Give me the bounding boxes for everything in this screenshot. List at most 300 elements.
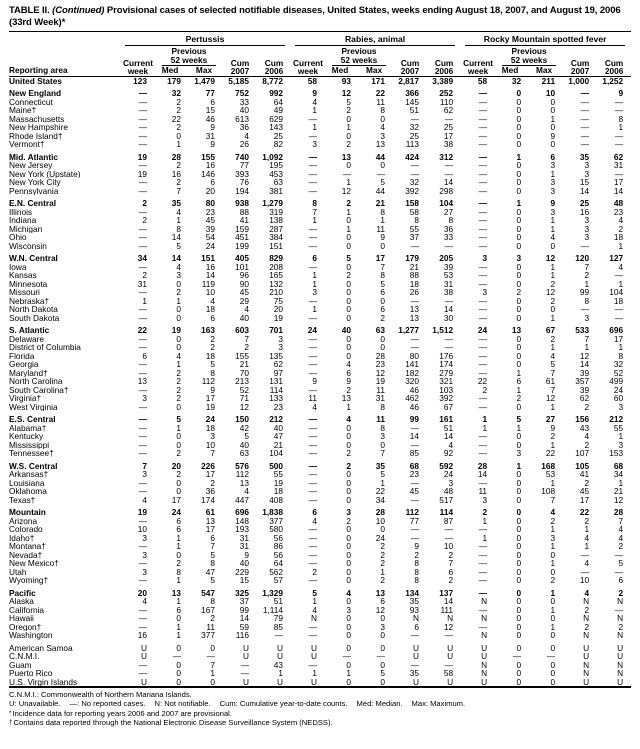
value-cell: 499 [609, 377, 624, 386]
value-cell: 0 [346, 559, 352, 568]
table-row [9, 614, 631, 623]
value-cell: 76 [239, 178, 249, 187]
value-cell: 151 [201, 253, 215, 263]
value-cell: 18 [613, 296, 624, 306]
value-cell: 0 [210, 642, 215, 653]
value-cell: 7 [380, 262, 386, 272]
value-cell: 2 [482, 385, 488, 395]
value-cell: 23 [613, 207, 624, 217]
reporting-area-cell: Arizona [9, 516, 38, 526]
table-row [9, 280, 631, 289]
value-cell: — [614, 313, 624, 323]
value-cell: 31 [239, 542, 249, 551]
reporting-area-cell: Washington [9, 631, 53, 640]
value-cell: 61 [545, 377, 556, 386]
value-cell: 0 [516, 402, 522, 412]
value-cell: 377 [201, 631, 215, 640]
value-cell: — [138, 542, 147, 551]
col-header-max: Max [365, 65, 383, 76]
reporting-area-cell: Delaware [9, 334, 45, 344]
value-cell: 5 [210, 576, 215, 585]
table-header [9, 32, 631, 77]
value-cell: 16 [579, 207, 590, 217]
value-cell: — [614, 550, 624, 560]
value-cell: 2 [346, 140, 352, 149]
value-cell: 0 [346, 161, 352, 170]
table-row [9, 597, 631, 606]
value-cell: N [617, 631, 624, 640]
value-cell: 9 [414, 542, 420, 551]
value-cell: 5 [516, 414, 522, 424]
value-cell: 0 [346, 470, 352, 479]
value-cell: 1 [176, 631, 181, 640]
value-cell: 1 [550, 216, 556, 225]
value-cell: 2 [176, 288, 181, 297]
value-cell: 37 [409, 233, 420, 242]
value-cell: N [617, 669, 624, 678]
value-cell: 14 [443, 305, 454, 314]
value-cell: 2 [550, 432, 556, 441]
value-cell: 8 [380, 402, 386, 412]
value-cell: 3 [584, 169, 590, 179]
value-cell: 0 [176, 313, 181, 323]
value-cell: — [580, 305, 590, 314]
reporting-area-cell: New Jersey [9, 161, 53, 170]
value-cell: 5 [176, 414, 181, 424]
table-body [9, 76, 631, 687]
value-cell: 80 [409, 351, 420, 361]
value-cell: 1 [312, 279, 318, 289]
value-cell: — [308, 631, 318, 640]
table-row [9, 123, 631, 132]
value-cell: 1 [584, 279, 590, 289]
value-cell: 7 [142, 460, 147, 471]
value-cell: 1 [550, 114, 556, 124]
value-cell: 0 [346, 576, 352, 585]
value-cell: — [444, 241, 454, 251]
value-cell: — [308, 487, 318, 496]
value-cell: 67 [443, 402, 454, 412]
value-cell: 103 [439, 385, 454, 395]
value-cell: 36 [443, 224, 454, 234]
value-cell: 0 [380, 660, 386, 670]
value-cell: 77 [409, 516, 420, 526]
value-cell: 0 [550, 614, 556, 623]
value-cell: 104 [609, 288, 624, 297]
value-cell: — [138, 487, 147, 496]
value-cell: 133 [269, 394, 284, 403]
value-cell: 1 [584, 525, 590, 534]
value-cell: 163 [201, 325, 215, 335]
reporting-area-cell: Colorado [9, 525, 43, 534]
value-cell: — [444, 296, 454, 306]
value-cell: — [138, 241, 147, 251]
value-cell: 0 [176, 487, 181, 496]
value-cell: 0 [346, 351, 352, 361]
value-cell: 3 [380, 432, 386, 441]
reporting-area-cell: S. Atlantic [9, 325, 50, 335]
value-cell: 0 [516, 587, 522, 598]
value-cell: — [478, 622, 488, 632]
value-cell: — [308, 343, 318, 352]
value-cell: 392 [439, 394, 454, 403]
value-cell: 752 [235, 88, 249, 98]
value-cell: 1 [482, 533, 488, 543]
value-cell: 0 [516, 533, 522, 543]
value-cell: — [138, 432, 147, 441]
value-cell: 0 [516, 97, 522, 107]
value-cell: 2 [550, 516, 556, 526]
value-cell: 3 [482, 253, 488, 263]
value-cell: 19 [273, 313, 284, 323]
value-cell: 2 [176, 385, 181, 395]
value-cell: 25 [579, 198, 590, 208]
value-cell: 4 [312, 605, 318, 615]
value-cell: 28 [171, 151, 181, 162]
value-cell: — [376, 652, 386, 661]
value-cell: — [274, 631, 284, 640]
value-cell: 15 [205, 106, 215, 115]
value-cell: 17 [443, 131, 454, 141]
value-cell: — [614, 131, 624, 141]
value-cell: 0 [346, 216, 352, 225]
reporting-area-cell: Wyoming† [9, 576, 49, 585]
reporting-area-cell: Kentucky [9, 432, 44, 441]
value-cell: 176 [439, 351, 454, 361]
value-cell: — [308, 576, 318, 585]
value-cell: — [138, 224, 147, 234]
table-title [9, 5, 631, 28]
value-cell: 7 [618, 516, 624, 526]
value-cell: 47 [273, 432, 284, 441]
value-cell: — [308, 360, 318, 369]
table-row [9, 568, 631, 577]
value-cell: 0 [516, 233, 522, 242]
value-cell: 4 [618, 525, 624, 534]
value-cell: 500 [269, 460, 284, 471]
reporting-area-cell: Maine† [9, 106, 37, 115]
value-cell: 19 [375, 377, 386, 386]
value-cell: U [141, 642, 147, 653]
value-cell: 2 [584, 440, 590, 450]
value-cell: 145 [405, 97, 420, 107]
value-cell: 38 [443, 140, 454, 149]
value-cell: 1 [176, 542, 181, 551]
value-cell: — [138, 233, 147, 242]
value-cell: 8 [618, 351, 624, 361]
table-row [9, 132, 631, 141]
value-cell: 0 [516, 106, 522, 115]
value-cell: — [138, 559, 147, 568]
value-cell: 0 [516, 216, 522, 225]
value-cell: — [478, 169, 488, 179]
value-cell: — [478, 207, 488, 217]
value-cell: — [308, 313, 318, 323]
value-cell: 11 [376, 414, 386, 424]
value-cell: 24 [477, 325, 488, 335]
value-cell: 12 [545, 394, 556, 403]
value-cell: — [138, 178, 147, 187]
value-cell: 0 [176, 334, 181, 344]
value-cell: 3 [312, 288, 318, 297]
value-cell: 2 [380, 576, 386, 585]
value-cell: 10 [375, 516, 386, 526]
value-cell: 2 [380, 559, 386, 568]
table-row [9, 250, 631, 263]
value-cell: 0 [516, 432, 522, 441]
value-cell: U [447, 642, 454, 653]
value-cell: — [478, 360, 488, 369]
value-cell: 1 [380, 216, 386, 225]
value-cell: 1 [176, 140, 181, 149]
value-cell: 0 [380, 525, 386, 534]
table-row [9, 216, 631, 225]
value-cell: 143 [269, 123, 284, 132]
value-cell: 1 [312, 106, 318, 115]
value-cell: — [308, 385, 318, 395]
value-cell: 2 [346, 449, 352, 458]
value-cell: — [512, 652, 522, 661]
value-cell: 11 [478, 487, 488, 496]
value-cell: U [277, 652, 284, 661]
value-cell: 5,185 [228, 76, 249, 86]
value-cell: 23 [273, 402, 284, 412]
value-cell: 46 [409, 402, 420, 412]
value-cell: — [308, 161, 318, 170]
value-cell: 580 [269, 525, 284, 534]
value-cell: 1 [312, 271, 318, 280]
value-cell: — [240, 660, 249, 670]
value-cell: 8 [414, 567, 420, 577]
value-cell: 15 [579, 178, 590, 187]
value-cell: 57 [273, 576, 284, 585]
value-cell: 20 [137, 587, 147, 598]
value-cell: 45 [239, 288, 249, 297]
value-cell: — [138, 440, 147, 450]
value-cell: 0 [516, 677, 522, 687]
value-cell: — [410, 343, 420, 352]
reporting-area-cell: Massachusetts [9, 114, 65, 124]
value-cell: 2 [176, 470, 181, 479]
value-cell: N [481, 597, 488, 606]
value-cell: 3 [550, 178, 556, 187]
value-cell: — [138, 288, 147, 297]
value-cell: 77 [205, 88, 215, 98]
reporting-area-cell: Ohio [9, 233, 27, 242]
value-cell: 28 [613, 507, 624, 517]
value-cell: 12 [443, 622, 454, 632]
value-cell: 0 [346, 495, 352, 505]
value-cell: 19 [205, 402, 215, 412]
value-cell: 17 [375, 253, 386, 263]
value-cell: 0 [346, 233, 352, 242]
value-cell: 8 [210, 368, 215, 378]
value-cell: — [478, 241, 488, 251]
value-cell: U [583, 652, 590, 661]
value-cell: U [481, 642, 488, 653]
value-cell: 7 [584, 262, 590, 272]
table-row [9, 496, 631, 505]
reporting-area-cell: Louisiana [9, 478, 45, 488]
value-cell: — [308, 151, 318, 162]
value-cell: — [206, 652, 215, 661]
value-cell: 199 [235, 241, 249, 251]
value-cell: 22 [579, 507, 590, 517]
value-cell: — [410, 169, 420, 179]
value-cell: 13 [137, 377, 147, 386]
value-cell: 38 [443, 288, 454, 297]
value-cell: — [478, 88, 488, 98]
value-cell: 1 [618, 123, 624, 132]
value-cell: 9 [618, 88, 624, 98]
value-cell: — [138, 334, 147, 344]
footnote-cnmi: C.N.M.I.: Commonwealth of Northern Mariana Islands. [9, 690, 192, 700]
value-cell: N [617, 614, 624, 623]
value-cell: U [311, 677, 318, 687]
value-cell: 104 [439, 198, 454, 208]
value-cell: 0 [380, 343, 386, 352]
value-cell: 1 [346, 207, 352, 217]
value-cell: 938 [235, 198, 249, 208]
value-cell: 150 [235, 414, 249, 424]
value-cell: 1 [618, 343, 624, 352]
value-cell: 93 [341, 76, 352, 86]
value-cell: 19 [273, 478, 284, 488]
value-cell: 17 [205, 394, 215, 403]
value-cell: — [444, 533, 454, 543]
value-cell: — [478, 271, 488, 280]
value-cell: 4 [346, 360, 352, 369]
value-cell: 14 [239, 614, 249, 623]
col-header-current-week: Current week [123, 57, 153, 77]
value-cell: 40 [273, 423, 284, 433]
value-cell: 6 [516, 377, 522, 386]
value-cell: 24 [443, 470, 454, 479]
value-cell: 0 [346, 334, 352, 344]
table-row [9, 178, 631, 187]
value-cell: 2 [618, 622, 624, 632]
value-cell: — [478, 334, 488, 344]
value-cell: 0 [346, 677, 352, 687]
table-row [9, 208, 631, 217]
reporting-area-cell: South Carolina† [9, 385, 69, 395]
value-cell: 28 [375, 507, 386, 517]
value-cell: 155 [235, 351, 249, 361]
value-cell: 2 [618, 587, 624, 598]
value-cell: 205 [439, 253, 454, 263]
value-cell: 0 [380, 677, 386, 687]
value-cell: 159 [235, 224, 249, 234]
value-cell: — [478, 233, 488, 242]
value-cell: — [138, 402, 147, 412]
table-row [9, 661, 631, 670]
value-cell: 547 [201, 587, 215, 598]
value-cell: 45 [409, 487, 420, 496]
value-cell: U [243, 642, 249, 653]
value-cell: — [138, 368, 147, 378]
value-cell: — [308, 368, 318, 378]
value-cell: 45 [205, 216, 215, 225]
value-cell: 0 [346, 440, 352, 450]
value-cell: 0 [516, 542, 522, 551]
value-cell: 86 [273, 542, 284, 551]
value-cell: 135 [269, 351, 284, 361]
value-cell: 279 [439, 368, 454, 378]
table-row [9, 424, 631, 433]
value-cell: 2 [380, 313, 386, 323]
reporting-area-cell: Hawaii [9, 614, 34, 623]
value-cell: 0 [516, 470, 522, 479]
value-cell: 35 [579, 151, 590, 162]
value-cell: 4 [618, 262, 624, 272]
value-cell: U [277, 642, 284, 653]
value-cell: 48 [443, 487, 454, 496]
value-cell: — [138, 414, 147, 424]
value-cell: 1 [550, 587, 556, 598]
value-cell: 0 [516, 478, 522, 488]
value-cell: 1,277 [398, 325, 420, 335]
value-cell: — [478, 559, 488, 568]
value-cell: 101 [235, 262, 249, 272]
value-cell: 4 [448, 440, 454, 450]
table-row [9, 585, 631, 598]
value-cell: 576 [235, 460, 249, 471]
value-cell: 320 [405, 377, 420, 386]
value-cell: 4 [346, 414, 352, 424]
value-cell: 1 [550, 478, 556, 488]
value-cell: 3 [448, 478, 454, 488]
value-cell: 31 [375, 394, 386, 403]
value-cell: 2 [550, 279, 556, 289]
value-cell: 2 [584, 622, 590, 632]
value-cell: — [138, 622, 147, 632]
value-cell: 88 [239, 207, 249, 217]
value-cell: 0 [516, 660, 522, 670]
value-cell: — [138, 385, 147, 395]
value-cell: — [580, 140, 590, 149]
value-cell: 2 [550, 576, 556, 585]
value-cell: — [580, 241, 590, 251]
value-cell: 3 [176, 271, 181, 280]
value-cell: — [308, 470, 318, 479]
value-cell: 0 [550, 597, 556, 606]
reporting-area-cell: North Dakota [9, 305, 58, 314]
value-cell: 8 [584, 296, 590, 306]
value-cell: 1 [176, 216, 181, 225]
reporting-area-cell: Montana† [9, 542, 46, 551]
value-cell: 44 [375, 186, 386, 196]
value-cell: — [580, 567, 590, 577]
value-cell: — [410, 533, 420, 543]
table-row [9, 487, 631, 496]
value-cell: 0 [516, 622, 522, 632]
table-row [9, 195, 631, 208]
value-cell: 11 [376, 385, 386, 395]
reporting-area-cell: C.N.M.I. [9, 652, 40, 661]
value-cell: 13 [409, 305, 420, 314]
value-cell: 0 [550, 567, 556, 577]
value-cell: 462 [405, 394, 420, 403]
value-cell: — [580, 550, 590, 560]
value-cell: 13 [409, 313, 420, 323]
value-cell: 28 [477, 460, 488, 471]
value-cell: 179 [405, 253, 420, 263]
table-row [9, 394, 631, 403]
value-cell: 40 [341, 325, 352, 335]
value-cell: 14 [443, 432, 454, 441]
value-cell: 0 [346, 542, 352, 551]
value-cell: 85 [273, 622, 284, 632]
